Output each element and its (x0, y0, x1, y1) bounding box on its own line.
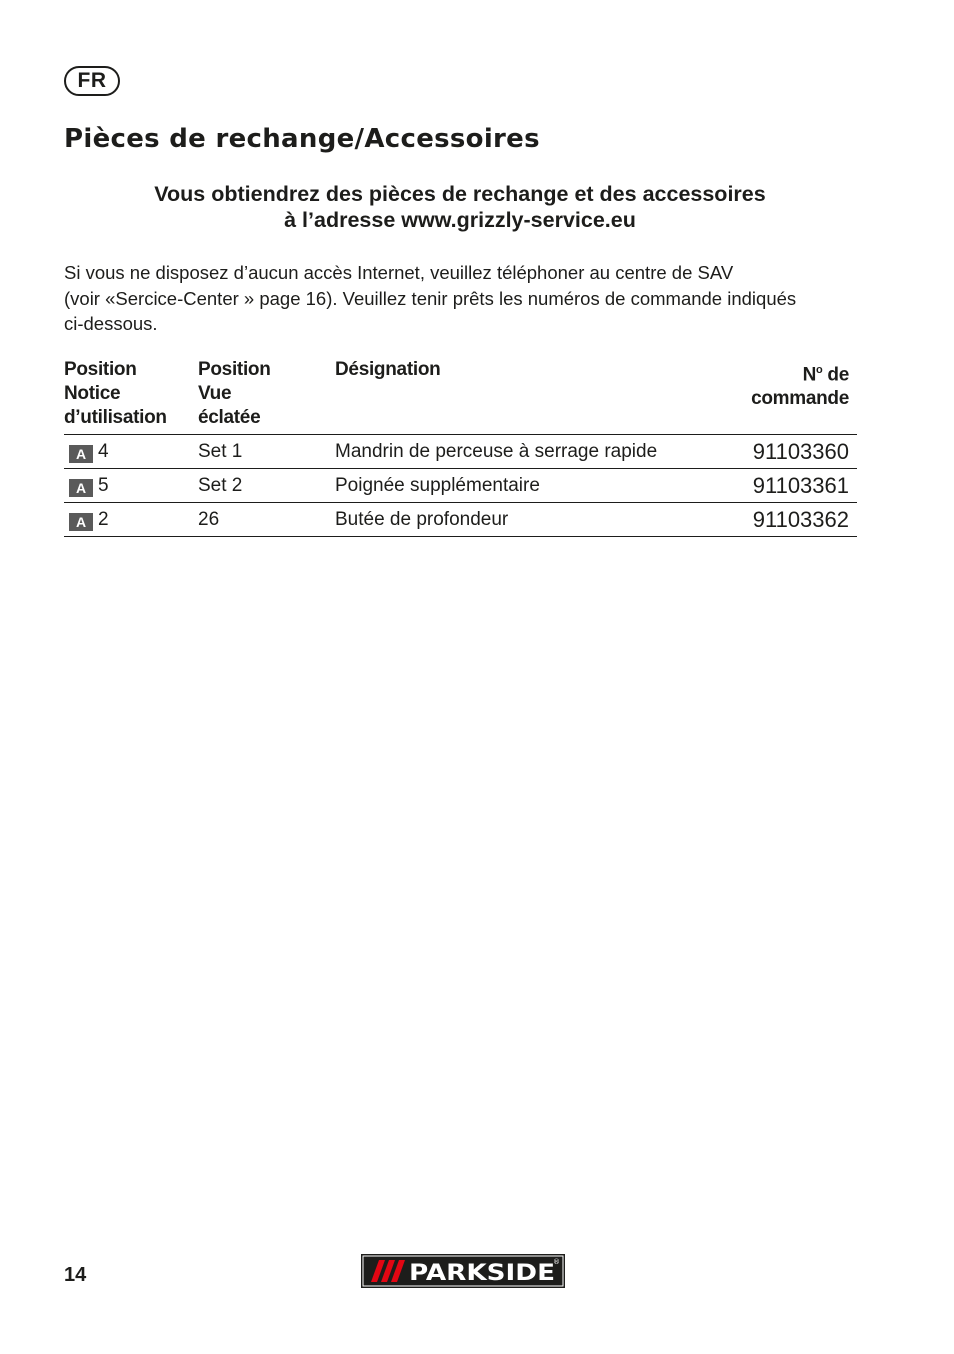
position-value: 4 (98, 440, 109, 462)
intro-line-2: (voir «Sercice-Center » page 16). Veuillez tenir prêts les numéros de commande indiqués (64, 287, 797, 309)
header-position-exploded (198, 358, 335, 435)
subtitle (64, 181, 856, 233)
header-order-number (705, 358, 857, 435)
cell-designation: Poignée supplémentaire (335, 469, 705, 503)
intro-paragraph (64, 260, 864, 337)
table-row (64, 503, 857, 537)
figure-badge: A (69, 479, 93, 497)
cell-position-manual (64, 435, 198, 469)
page-title: Pièces de rechange/Accessoires (64, 124, 540, 154)
language-badge: FR (64, 66, 120, 96)
position-value: 5 (98, 474, 109, 496)
table-row (64, 469, 857, 503)
header-designation: Désignation (335, 359, 441, 380)
cell-position-manual (64, 469, 198, 503)
cell-designation: Mandrin de perceuse à serrage rapide (335, 435, 705, 469)
header-position-manual-line-3: d’utilisation (64, 407, 167, 428)
position-value: 2 (98, 508, 109, 530)
header-position-manual-line-1: Position (64, 359, 137, 380)
parts-table (64, 358, 857, 537)
header-position-exploded-line-2: Vue (198, 383, 232, 404)
parkside-logo (361, 1254, 565, 1288)
table-row (64, 435, 857, 469)
header-order-number-rest: de commande (751, 364, 849, 410)
cell-position-manual (64, 503, 198, 537)
header-order-number-prefix: N (802, 364, 817, 386)
cell-order-number: 91103362 (705, 503, 857, 537)
subtitle-line-1: Vous obtiendrez des pièces de rechange et des accessoires (154, 182, 766, 206)
page-number: 14 (64, 1264, 87, 1286)
figure-badge: A (69, 445, 93, 463)
header-position-manual (64, 358, 198, 435)
figure-badge: A (69, 513, 93, 531)
cell-designation: Butée de profondeur (335, 503, 705, 537)
header-position-exploded-line-1: Position (198, 359, 271, 380)
table-header-row (64, 358, 857, 435)
cell-position-exploded: Set 1 (198, 435, 335, 469)
cell-position-exploded: 26 (198, 503, 335, 537)
cell-position-exploded: Set 2 (198, 469, 335, 503)
cell-order-number: 91103361 (705, 469, 857, 503)
header-order-number-sup: o (816, 364, 823, 376)
cell-order-number: 91103360 (705, 435, 857, 469)
intro-line-3: ci-dessous. (64, 313, 158, 334)
logo-brand-text: PARKSIDE (409, 1261, 555, 1286)
intro-line-1: Si vous ne disposez d’aucun accès Internet, veuillez téléphoner au centre de SAV (64, 262, 734, 283)
header-position-exploded-line-3: éclatée (198, 407, 261, 428)
logo-registered-mark: ® (553, 1258, 560, 1266)
header-position-manual-line-2: Notice (64, 383, 121, 404)
subtitle-line-2: à l’adresse www.grizzly-service.eu (284, 208, 636, 232)
